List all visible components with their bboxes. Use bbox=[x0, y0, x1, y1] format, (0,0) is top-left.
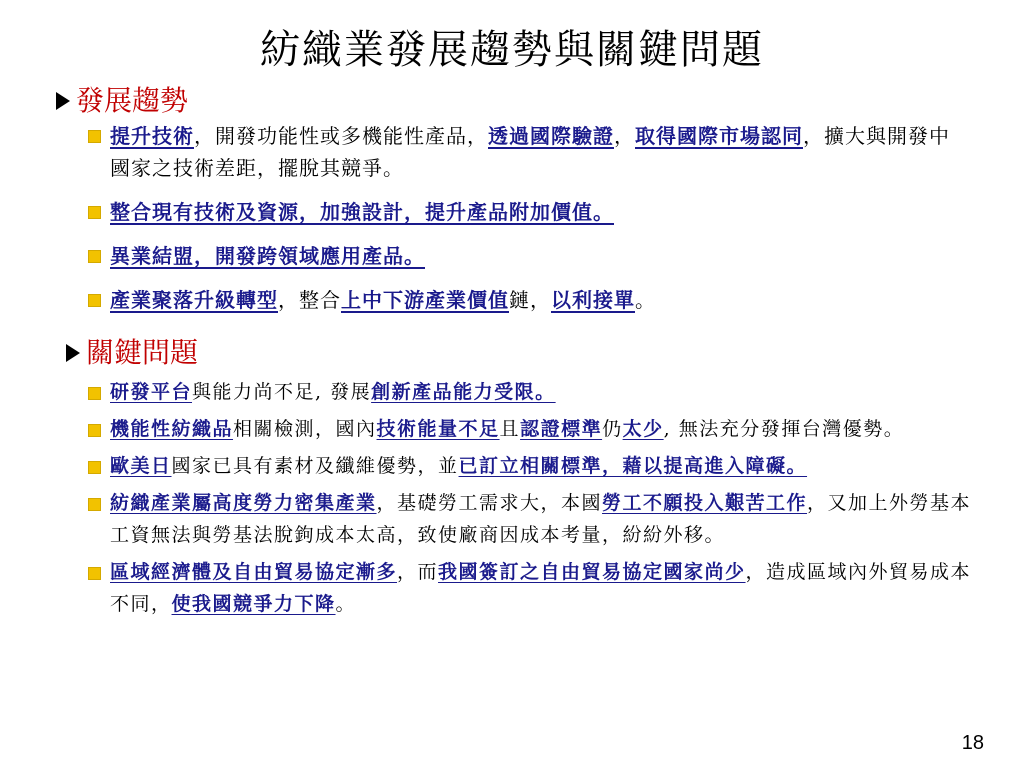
highlighted-text: 認證標準 bbox=[520, 418, 603, 440]
plain-text: ，又加上外勞基本工資無法與勞基法脫鉤成本太高，致使廠商因成本考量，紛紛外移。 bbox=[110, 492, 972, 546]
highlighted-text: 已訂立相關標準，藉以提高進入障礙。 bbox=[458, 455, 808, 477]
highlighted-text: 產業聚落升級轉型 bbox=[110, 288, 278, 312]
square-bullet-icon bbox=[88, 250, 101, 263]
square-bullet-icon bbox=[88, 461, 101, 474]
key-issues-list bbox=[88, 376, 978, 625]
highlighted-text: 提升技術 bbox=[110, 124, 194, 148]
highlighted-text: 我國簽訂之自由貿易協定國家尚少 bbox=[438, 561, 746, 583]
highlighted-text: 異業結盟，開發跨領域應用產品。 bbox=[110, 244, 425, 268]
list-item bbox=[88, 413, 978, 445]
trends-list bbox=[88, 120, 968, 328]
plain-text: 國家已具有素材及纖維優勢，並 bbox=[171, 455, 459, 477]
section-heading-trends bbox=[56, 84, 188, 118]
square-bullet-icon bbox=[88, 130, 101, 143]
highlighted-text: 使我國競爭力下降 bbox=[171, 593, 336, 615]
highlighted-text: 紡織產業屬高度勞力密集產業 bbox=[110, 492, 377, 514]
plain-text: 。 bbox=[335, 593, 357, 615]
plain-text: , 無法充分發揮台灣優勢。 bbox=[663, 418, 905, 440]
list-item bbox=[88, 284, 968, 316]
highlighted-text: 取得國際市場認同 bbox=[635, 124, 803, 148]
square-bullet-icon bbox=[88, 567, 101, 580]
highlighted-text: 透過國際驗證 bbox=[488, 124, 614, 148]
list-item bbox=[88, 240, 968, 272]
list-item bbox=[88, 376, 978, 408]
list-item bbox=[88, 487, 978, 551]
highlighted-text: 機能性紡織品 bbox=[110, 418, 234, 440]
highlighted-text: 勞工不願投入艱苦工作 bbox=[602, 492, 808, 514]
plain-text: 相關檢測，國內 bbox=[233, 418, 377, 440]
arrow-bullet-icon bbox=[56, 92, 70, 110]
list-item-text bbox=[110, 240, 968, 272]
list-item bbox=[88, 450, 978, 482]
page-number: 18 bbox=[961, 732, 984, 754]
plain-text: ，整合 bbox=[278, 288, 341, 312]
list-item-text bbox=[110, 413, 978, 445]
highlighted-text: 區域經濟體及自由貿易協定漸多 bbox=[110, 561, 398, 583]
plain-text: ，開發功能性或多機能性產品， bbox=[194, 124, 488, 148]
section-heading-key-issues-label: 關鍵問題 bbox=[86, 336, 199, 369]
highlighted-text: 歐美日 bbox=[110, 455, 172, 477]
plain-text: ，擴大與開發中國家之技術差距，擺脫其競爭。 bbox=[110, 124, 950, 180]
highlighted-text: 創新產品能力受限。 bbox=[371, 381, 556, 403]
highlighted-text: 上中下游產業價值 bbox=[341, 288, 509, 312]
section-heading-key-issues bbox=[66, 336, 198, 370]
plain-text: ， bbox=[614, 124, 635, 148]
list-item-text bbox=[110, 196, 968, 228]
list-item bbox=[88, 196, 968, 228]
plain-text: 與能力尚不足, 發展 bbox=[192, 381, 372, 403]
plain-text: 鏈， bbox=[509, 288, 551, 312]
highlighted-text: 技術能量不足 bbox=[376, 418, 500, 440]
list-item-text bbox=[110, 376, 978, 408]
list-item bbox=[88, 120, 968, 184]
plain-text: ，基礎勞工需求大，本國 bbox=[376, 492, 603, 514]
square-bullet-icon bbox=[88, 387, 101, 400]
square-bullet-icon bbox=[88, 424, 101, 437]
list-item-text bbox=[110, 556, 978, 620]
arrow-bullet-icon bbox=[66, 344, 80, 362]
square-bullet-icon bbox=[88, 294, 101, 307]
square-bullet-icon bbox=[88, 206, 101, 219]
list-item-text bbox=[110, 284, 968, 316]
plain-text: ，而 bbox=[397, 561, 439, 583]
list-item-text bbox=[110, 487, 978, 551]
list-item bbox=[88, 556, 978, 620]
plain-text: 。 bbox=[635, 288, 656, 312]
list-item-text bbox=[110, 450, 978, 482]
list-item-text bbox=[110, 120, 968, 184]
highlighted-text: 太少 bbox=[622, 418, 664, 440]
plain-text: 且 bbox=[499, 418, 521, 440]
highlighted-text: 研發平台 bbox=[110, 381, 193, 403]
slide-title: 紡織業發展趨勢與關鍵問題 bbox=[260, 27, 764, 73]
highlighted-text: 以利接單 bbox=[551, 288, 635, 312]
plain-text: ，造成區域內外貿易成本不同， bbox=[110, 561, 972, 615]
square-bullet-icon bbox=[88, 498, 101, 511]
plain-text: 仍 bbox=[602, 418, 623, 440]
highlighted-text: 整合現有技術及資源，加強設計，提升產品附加價值。 bbox=[110, 200, 614, 224]
section-heading-trends-label: 發展趨勢 bbox=[76, 84, 189, 117]
